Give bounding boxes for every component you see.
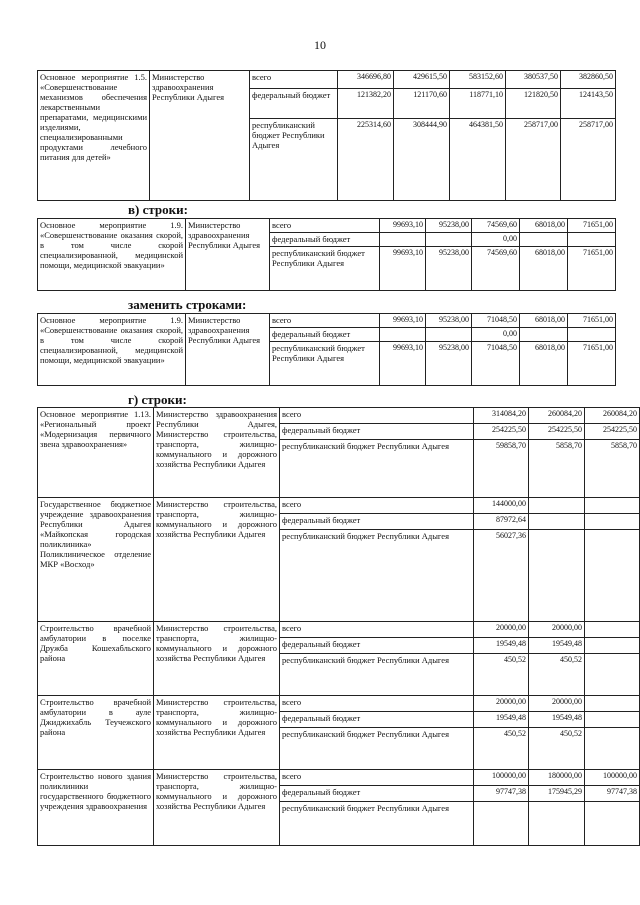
executor: Министерство строительства, транспорта, жилищно-коммунального и дорожного хозяйства Республики Адыгея — [154, 622, 280, 696]
source-label: республиканский бюджет Республики Адыгея — [250, 119, 338, 201]
value-cell — [529, 498, 585, 514]
value-cell: 87972,64 — [474, 514, 529, 530]
heading-replace: заменить строками: — [128, 297, 247, 312]
value-cell — [585, 622, 640, 638]
measure-description: Основное мероприятие 1.5. «Совершенствование механизмов обеспечения лекарственными препаратами, медицинскими изделиями, специализированными продуктами лечебного питания для детей» — [38, 71, 150, 201]
source-label: всего — [280, 770, 474, 786]
value-cell: 144000,00 — [474, 498, 529, 514]
table-measure-1-5 — [37, 70, 616, 201]
value-cell: 71651,00 — [568, 342, 616, 386]
value-cell — [585, 498, 640, 514]
source-label: всего — [280, 408, 474, 424]
value-cell — [585, 802, 640, 846]
value-cell — [585, 728, 640, 770]
value-cell — [426, 328, 472, 342]
value-cell — [529, 802, 585, 846]
value-cell — [380, 328, 426, 342]
source-label: федеральный бюджет — [280, 638, 474, 654]
value-cell: 0,00 — [472, 328, 520, 342]
source-label: республиканский бюджет Республики Адыгея — [280, 728, 474, 770]
executor: Министерство строительства, транспорта, жилищно-коммунального и дорожного хозяйства Республики Адыгея — [154, 770, 280, 846]
heading-g: г) строки: — [128, 392, 187, 407]
value-cell: 450,52 — [529, 728, 585, 770]
value-cell: 254225,50 — [585, 424, 640, 440]
value-cell — [426, 233, 472, 247]
measure-description: Основное мероприятие 1.9. «Совершенствование оказания скорой, в том числе скорой специализированной, медицинской помощи, медицинской эвакуации» — [38, 314, 186, 386]
source-label: всего — [280, 696, 474, 712]
value-cell: 429615,50 — [394, 71, 450, 89]
value-cell: 68018,00 — [520, 342, 568, 386]
measure-description: Государственное бюджетное учреждение здравоохранения Республики Адыгея «Майкопская городская поликлиника» Поликлиническое отделение МКР «Восход» — [38, 498, 154, 622]
value-cell — [568, 233, 616, 247]
executor: Министерство здравоохранения Республики Адыгея — [150, 71, 250, 201]
table-row — [38, 498, 640, 514]
value-cell: 97747,38 — [474, 786, 529, 802]
value-cell: 5858,70 — [529, 440, 585, 498]
value-cell — [585, 654, 640, 696]
value-cell: 71048,50 — [472, 314, 520, 328]
value-cell: 382860,50 — [561, 71, 616, 89]
value-cell: 121382,20 — [338, 89, 394, 119]
source-label: всего — [250, 71, 338, 89]
value-cell: 121820,50 — [506, 89, 561, 119]
value-cell: 95238,00 — [426, 247, 472, 291]
source-label: федеральный бюджет — [270, 233, 380, 247]
source-label: федеральный бюджет — [280, 514, 474, 530]
value-cell — [529, 530, 585, 622]
value-cell: 99693,10 — [380, 219, 426, 233]
value-cell: 450,52 — [474, 654, 529, 696]
value-cell: 175945,29 — [529, 786, 585, 802]
value-cell: 308444,90 — [394, 119, 450, 201]
value-cell — [585, 696, 640, 712]
source-label: республиканский бюджет Республики Адыгея — [270, 247, 380, 291]
measure-description: Строительство врачебной амбулатории в ауле Джиджихабль Теучежского района — [38, 696, 154, 770]
executor: Министерство здравоохранения Республики Адыгея — [186, 219, 270, 291]
heading-v: в) строки: — [128, 202, 188, 217]
value-cell — [380, 233, 426, 247]
value-cell: 583152,60 — [450, 71, 506, 89]
value-cell: 258717,00 — [561, 119, 616, 201]
value-cell: 260084,20 — [585, 408, 640, 424]
table-row — [38, 71, 616, 89]
value-cell: 464381,50 — [450, 119, 506, 201]
value-cell — [585, 530, 640, 622]
value-cell: 124143,50 — [561, 89, 616, 119]
value-cell: 180000,00 — [529, 770, 585, 786]
measure-description: Строительство нового здания поликлиники государственного бюджетного учреждения здравоохранения — [38, 770, 154, 846]
value-cell: 95238,00 — [426, 219, 472, 233]
source-label: федеральный бюджет — [270, 328, 380, 342]
source-label: республиканский бюджет Республики Адыгея — [270, 342, 380, 386]
executor: Министерство строительства, транспорта, жилищно-коммунального и дорожного хозяйства Республики Адыгея — [154, 696, 280, 770]
value-cell: 71048,50 — [472, 342, 520, 386]
value-cell: 99693,10 — [380, 247, 426, 291]
value-cell: 56027,36 — [474, 530, 529, 622]
source-label: всего — [280, 622, 474, 638]
value-cell: 118771,10 — [450, 89, 506, 119]
value-cell: 20000,00 — [474, 622, 529, 638]
executor: Министерство строительства, транспорта, жилищно-коммунального и дорожного хозяйства Республики Адыгея — [154, 498, 280, 622]
value-cell: 68018,00 — [520, 247, 568, 291]
source-label: федеральный бюджет — [250, 89, 338, 119]
value-cell: 20000,00 — [474, 696, 529, 712]
value-cell: 258717,00 — [506, 119, 561, 201]
executor: Министерство здравоохранения Республики Адыгея — [186, 314, 270, 386]
value-cell — [585, 514, 640, 530]
value-cell — [568, 328, 616, 342]
value-cell: 225314,60 — [338, 119, 394, 201]
table-row — [38, 314, 616, 328]
value-cell — [474, 802, 529, 846]
measure-description: Строительство врачебной амбулатории в поселке Дружба Кошехабльского района — [38, 622, 154, 696]
value-cell: 0,00 — [472, 233, 520, 247]
value-cell: 260084,20 — [529, 408, 585, 424]
value-cell: 254225,50 — [474, 424, 529, 440]
measure-description: Основное мероприятие 1.9. «Совершенствование оказания скорой, в том числе скорой специализированной, медицинской помощи, медицинской эвакуации» — [38, 219, 186, 291]
value-cell: 95238,00 — [426, 342, 472, 386]
source-label: республиканский бюджет Республики Адыгея — [280, 440, 474, 498]
value-cell: 19549,48 — [474, 638, 529, 654]
value-cell: 99693,10 — [380, 342, 426, 386]
executor: Министерство здравоохранения Республики Адыгея, Министерство строительства, транспорта, жилищно-коммунального и дорожного хозяйства Республики Адыгея — [154, 408, 280, 498]
value-cell: 346696,80 — [338, 71, 394, 89]
table-measure-1-9-new — [37, 313, 616, 386]
value-cell: 71651,00 — [568, 219, 616, 233]
value-cell: 450,52 — [529, 654, 585, 696]
value-cell: 254225,50 — [529, 424, 585, 440]
value-cell: 97747,38 — [585, 786, 640, 802]
table-row — [38, 408, 640, 424]
value-cell: 71651,00 — [568, 247, 616, 291]
value-cell: 380537,50 — [506, 71, 561, 89]
table-row — [38, 219, 616, 233]
table-row — [38, 770, 640, 786]
value-cell: 19549,48 — [529, 638, 585, 654]
source-label: федеральный бюджет — [280, 712, 474, 728]
value-cell: 5858,70 — [585, 440, 640, 498]
source-label: федеральный бюджет — [280, 786, 474, 802]
page-number: 10 — [314, 38, 326, 52]
value-cell — [585, 638, 640, 654]
value-cell: 19549,48 — [529, 712, 585, 728]
value-cell: 71651,00 — [568, 314, 616, 328]
value-cell: 68018,00 — [520, 219, 568, 233]
source-label: республиканский бюджет Республики Адыгея — [280, 530, 474, 622]
source-label: республиканский бюджет Республики Адыгея — [280, 654, 474, 696]
value-cell: 74569,60 — [472, 219, 520, 233]
source-label: всего — [270, 219, 380, 233]
source-label: всего — [270, 314, 380, 328]
table-row — [38, 696, 640, 712]
value-cell: 121170,60 — [394, 89, 450, 119]
value-cell: 100000,00 — [474, 770, 529, 786]
value-cell: 59858,70 — [474, 440, 529, 498]
source-label: всего — [280, 498, 474, 514]
value-cell: 450,52 — [474, 728, 529, 770]
measure-description: Основное мероприятие 1.13. «Региональный проект «Модернизация первичного звена здравоохранения» — [38, 408, 154, 498]
value-cell: 95238,00 — [426, 314, 472, 328]
value-cell: 68018,00 — [520, 314, 568, 328]
table-row — [38, 622, 640, 638]
value-cell — [529, 514, 585, 530]
value-cell: 100000,00 — [585, 770, 640, 786]
value-cell — [520, 328, 568, 342]
value-cell: 19549,48 — [474, 712, 529, 728]
value-cell: 99693,10 — [380, 314, 426, 328]
value-cell — [585, 712, 640, 728]
value-cell: 74569,60 — [472, 247, 520, 291]
value-cell: 20000,00 — [529, 622, 585, 638]
value-cell: 20000,00 — [529, 696, 585, 712]
table-measure-1-13 — [37, 407, 640, 846]
source-label: республиканский бюджет Республики Адыгея — [280, 802, 474, 846]
value-cell — [520, 233, 568, 247]
value-cell: 314084,20 — [474, 408, 529, 424]
table-measure-1-9-old — [37, 218, 616, 291]
source-label: федеральный бюджет — [280, 424, 474, 440]
